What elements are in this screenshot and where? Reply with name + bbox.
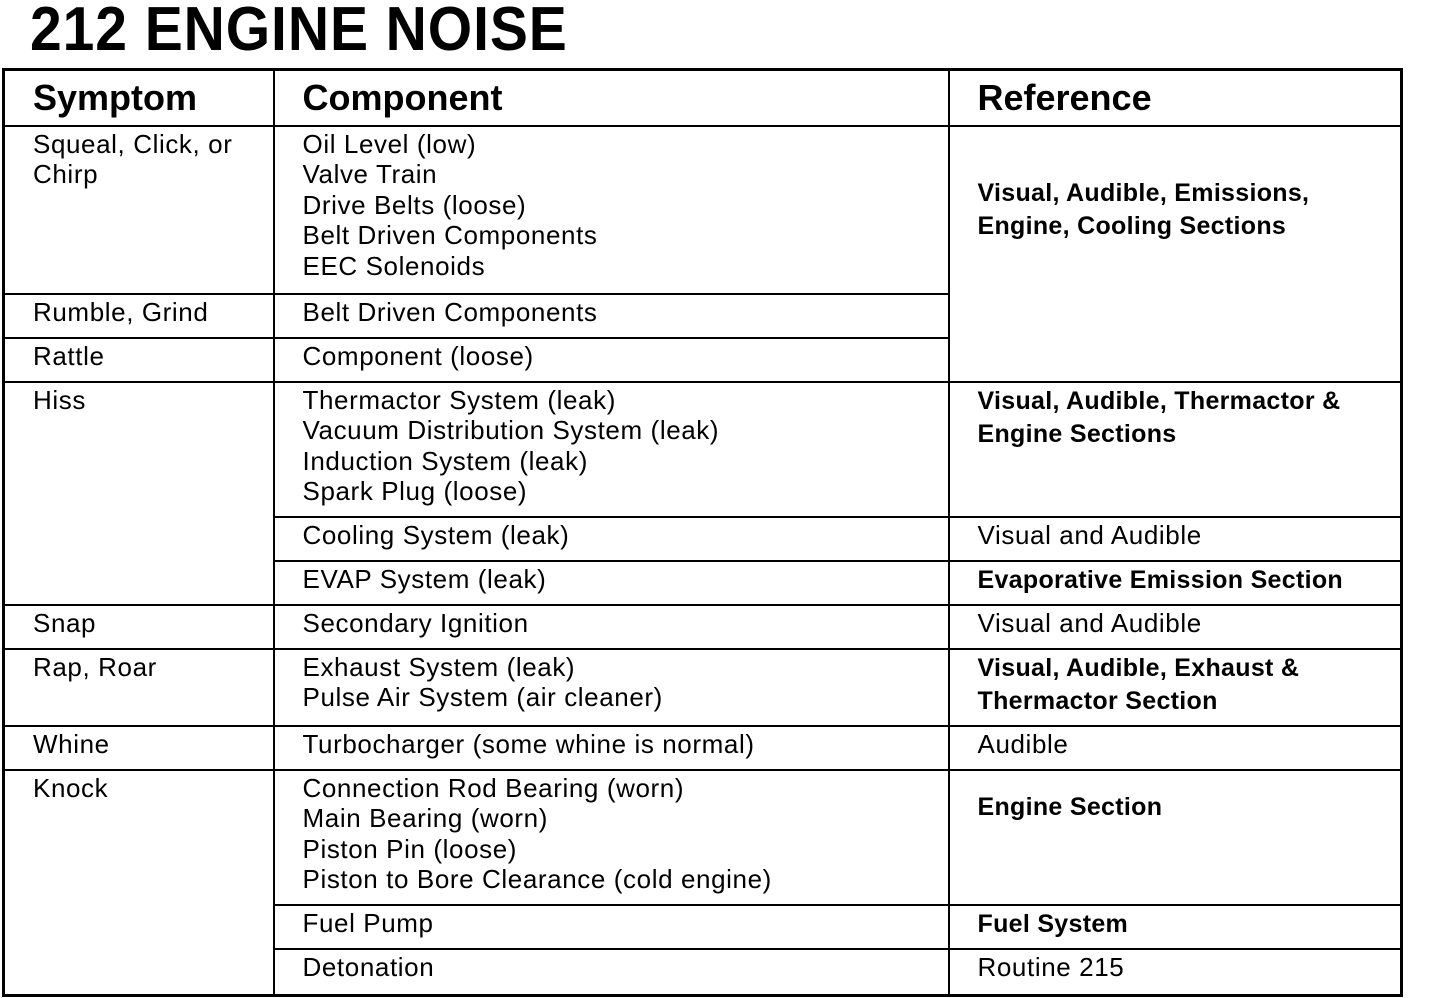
component-cell (274, 649, 949, 726)
component-text: Main Bearing (worn) (302, 803, 548, 833)
reference-text: Audible (977, 728, 1069, 759)
component-cell (274, 382, 949, 517)
reference-cell (949, 770, 1402, 905)
component-cell (274, 605, 949, 649)
component-text: Turbocharger (some whine is normal) (302, 728, 755, 759)
component-text: Connection Rod Bearing (worn) (302, 772, 685, 803)
component-text: Belt Driven Components (302, 296, 598, 327)
component-text: Detonation (302, 951, 435, 982)
reference-text: Engine Section (977, 792, 1163, 821)
header-component: Component (274, 70, 949, 126)
component-cell (274, 338, 949, 382)
symptom-text: Chirp (33, 159, 99, 189)
engine-noise-table (2, 68, 1403, 997)
component-text: Oil Level (low) (302, 128, 477, 159)
component-text: Pulse Air System (air cleaner) (302, 682, 663, 712)
table-row (4, 726, 1402, 770)
reference-text: Visual and Audible (977, 519, 1202, 550)
component-text: EVAP System (leak) (302, 563, 547, 594)
table-row (4, 770, 1402, 905)
reference-text: Visual and Audible (977, 607, 1202, 638)
symptom-cell: Snap (4, 605, 274, 649)
header-reference: Reference (949, 70, 1402, 126)
component-text: Cooling System (leak) (302, 519, 570, 550)
reference-text: Fuel System (977, 909, 1129, 938)
reference-cell (949, 905, 1402, 949)
table-row (4, 382, 1402, 517)
component-cell (274, 517, 949, 561)
symptom-cell: Rap, Roar (4, 649, 274, 726)
component-cell (274, 949, 949, 996)
reference-text: Routine 215 (977, 951, 1125, 982)
table-row (4, 649, 1402, 726)
component-text: Secondary Ignition (302, 607, 529, 638)
component-cell (274, 905, 949, 949)
component-text: Vacuum Distribution System (leak) (302, 415, 720, 445)
reference-cell (949, 649, 1402, 726)
component-cell (274, 561, 949, 605)
symptom-cell: Whine (4, 726, 274, 770)
symptom-cell: Hiss (4, 382, 274, 605)
component-text: Thermactor System (leak) (302, 384, 616, 415)
symptom-text: Squeal, Click, or (33, 128, 233, 159)
reference-cell (949, 517, 1402, 561)
component-text: Fuel Pump (302, 907, 434, 938)
component-cell (274, 294, 949, 338)
symptom-cell: Knock (4, 770, 274, 996)
reference-cell (949, 949, 1402, 996)
component-text: Component (loose) (302, 340, 534, 371)
symptom-cell (4, 126, 274, 294)
component-text: Drive Belts (loose) (302, 189, 527, 220)
component-text: Exhaust System (leak) (302, 651, 576, 682)
component-text: Belt Driven Components (302, 220, 598, 250)
component-text: Spark Plug (loose) (302, 476, 528, 506)
table-header-row (4, 70, 1402, 126)
table-row (4, 126, 1402, 294)
symptom-cell: Rumble, Grind (4, 294, 274, 338)
reference-text: Evaporative Emission Section (977, 565, 1343, 594)
reference-text: Visual, Audible, Emissions, (977, 178, 1310, 207)
table-row (4, 605, 1402, 649)
component-cell (274, 126, 949, 294)
component-text: EEC Solenoids (302, 250, 486, 281)
component-cell (274, 726, 949, 770)
reference-cell (949, 561, 1402, 605)
reference-cell (949, 605, 1402, 649)
reference-cell (949, 726, 1402, 770)
component-text: Induction System (leak) (302, 445, 588, 476)
page-title: 212 ENGINE NOISE (30, 0, 568, 64)
component-text: Piston to Bore Clearance (cold engine) (302, 864, 772, 894)
reference-text: Visual, Audible, Thermactor & (977, 386, 1341, 415)
component-text: Piston Pin (loose) (302, 833, 518, 864)
component-text: Valve Train (302, 159, 438, 189)
component-cell (274, 770, 949, 905)
symptom-cell: Rattle (4, 338, 274, 382)
header-symptom: Symptom (4, 70, 274, 126)
reference-text: Thermactor Section (977, 686, 1218, 715)
reference-text: Visual, Audible, Exhaust & (977, 653, 1300, 682)
reference-text: Engine, Cooling Sections (977, 211, 1287, 240)
reference-cell (949, 382, 1402, 517)
reference-text: Engine Sections (977, 419, 1177, 448)
reference-cell (949, 126, 1402, 382)
